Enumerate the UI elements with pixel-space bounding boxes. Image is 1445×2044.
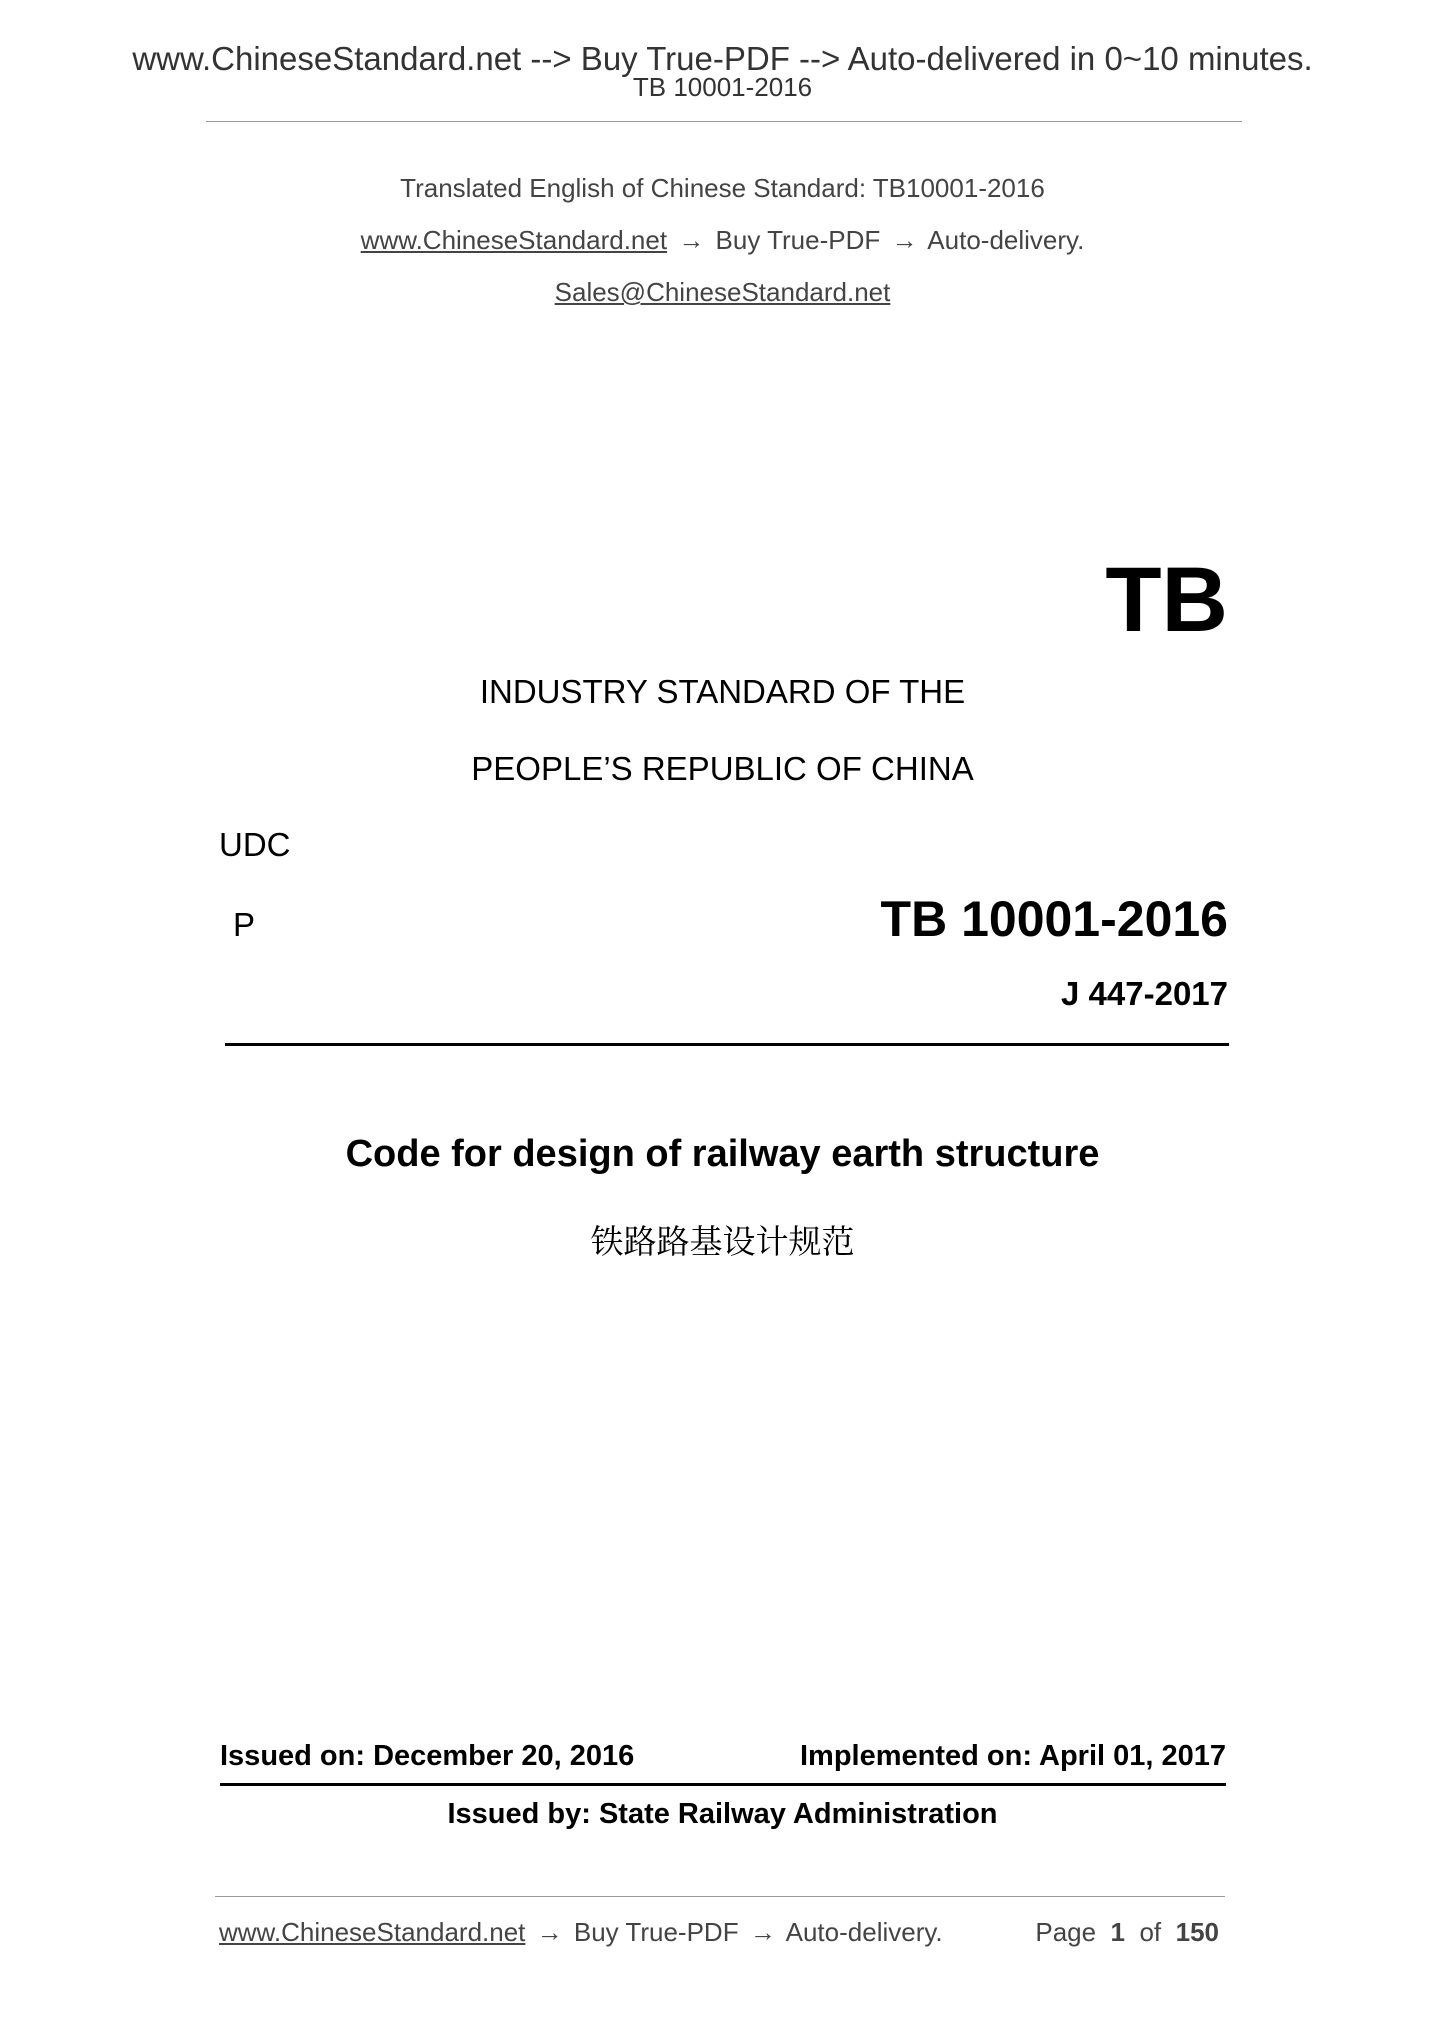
udc-label: UDC bbox=[219, 826, 291, 863]
title-chinese: 铁路路基设计规范 bbox=[590, 1222, 855, 1261]
implemented-on-date: Implemented on: April 01, 2017 bbox=[800, 1740, 1226, 1772]
arrow-right-icon: → bbox=[536, 1917, 563, 1947]
issued-by: Issued by: State Railway Administration bbox=[447, 1798, 998, 1830]
footer-promo bbox=[219, 1917, 943, 1948]
site-link[interactable]: www.ChineseStandard.net bbox=[360, 225, 668, 255]
header-divider bbox=[206, 121, 1242, 122]
page-word: Page bbox=[1035, 1917, 1097, 1947]
industry-standard-line2: PEOPLE’S REPUBLIC OF CHINA bbox=[471, 750, 974, 787]
industry-standard-line1: INDUSTRY STANDARD OF THE bbox=[479, 673, 966, 710]
arrow-right-icon: → bbox=[891, 225, 918, 255]
title-english: Code for design of railway earth structure bbox=[345, 1133, 1100, 1175]
issued-divider bbox=[220, 1783, 1226, 1786]
j-number: J 447-2017 bbox=[1061, 975, 1228, 1012]
translated-notice: Translated English of Chinese Standard: TB10001-2016 bbox=[400, 173, 1045, 203]
header-standard-code: TB 10001-2016 bbox=[632, 72, 813, 102]
page-total: 150 bbox=[1175, 1917, 1219, 1947]
buy-text: Buy True-PDF bbox=[715, 225, 881, 255]
arrow-right-icon: → bbox=[678, 225, 705, 255]
standard-number: TB 10001-2016 bbox=[880, 891, 1228, 947]
cover-divider bbox=[225, 1043, 1229, 1046]
top-banner: www.ChineseStandard.net --> Buy True-PDF --> Auto-delivered in 0~10 minutes. bbox=[132, 40, 1313, 77]
arrow-right-icon: → bbox=[749, 1917, 776, 1947]
promo-line bbox=[0, 225, 1445, 256]
page-indicator bbox=[1035, 1917, 1219, 1948]
issued-on-date: Issued on: December 20, 2016 bbox=[220, 1740, 635, 1772]
page-current: 1 bbox=[1110, 1917, 1126, 1947]
footer-divider bbox=[215, 1896, 1225, 1897]
email-line bbox=[0, 277, 1445, 308]
p-label: P bbox=[233, 906, 256, 943]
auto-delivery-text: Auto-delivery. bbox=[927, 225, 1085, 255]
footer-auto-delivery-text: Auto-delivery. bbox=[785, 1917, 943, 1947]
footer-site-link[interactable]: www.ChineseStandard.net bbox=[219, 1917, 526, 1947]
sales-email-link[interactable]: Sales@ChineseStandard.net bbox=[554, 277, 891, 307]
tb-logo: TB bbox=[1105, 549, 1228, 651]
footer-buy-text: Buy True-PDF bbox=[573, 1917, 739, 1947]
of-word: of bbox=[1139, 1917, 1162, 1947]
